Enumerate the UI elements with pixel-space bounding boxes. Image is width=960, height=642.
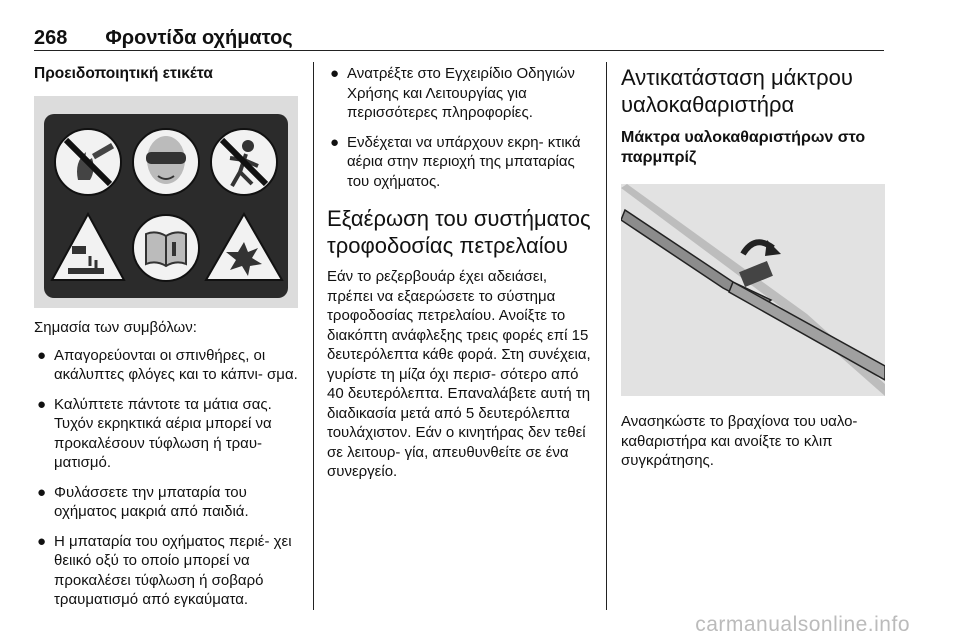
keep-children-away-icon: [211, 129, 277, 195]
column-middle: [327, 64, 595, 482]
list-item: ● Απαγορεύονται οι σπινθήρες, οι ακάλυπτες φλόγες και το κάπνι- σμα.: [37, 346, 298, 383]
column-right: [621, 64, 887, 471]
eye-protection-icon: [133, 129, 199, 195]
column-divider-1: [313, 62, 314, 610]
fuel-bleeding-paragraph: Εάν το ρεζερβουάρ έχει αδειάσει, πρέπει να εξαερώσετε το σύστημα τροφοδοσίας πετρελαίου. Ανοίξτε το διακόπτη ανάφλεξης τρεις φορές επί 15 δευτερόλεπτα κάθε φορά. Στη συνέχεια, γυρίστε τη μίζα όχι περισ- σότερο από 40 δευτερόλεπτα. Επαναλάβετε αυτή τη διαδικασία μετά από 5 δευτερόλεπτα τουλάχιστον. Εάν ο κινητήρας δεν τεθεί σε λειτουρ- γία, απευθυνθείτε σε ένα συνεργείο.: [327, 268, 591, 480]
watermark: carmanualsonline.info: [695, 613, 910, 636]
page-number: 268: [34, 27, 68, 49]
wiper-arm: [729, 282, 885, 380]
symbol-meanings-list: [34, 346, 300, 610]
windscreen-edge: [621, 184, 885, 396]
list-item: ● Καλύπτετε πάντοτε τα μάτια σας. Τυχόν εκρηκτικά αέρια μπορεί να προκαλέσουν τύφλωση ή τραυ- ματισμό.: [37, 395, 272, 471]
windscreen-wiper-subtitle: Μάκτρα υαλοκαθαριστήρων στο παρμπρίζ: [621, 129, 866, 166]
wiper-illustration: [621, 184, 885, 396]
chapter-title: Φροντίδα οχήματος: [105, 27, 293, 49]
header-rule: [34, 50, 884, 51]
arrow-head-icon: [765, 240, 781, 256]
list-item: ● Φυλάσσετε την μπαταρία του οχήματος μακριά από παιδιά.: [37, 483, 249, 520]
wiper-instruction: Ανασηκώστε το βραχίονα του υαλο- καθαριστήρα και ανοίξτε το κλιπ συγκράτησης.: [621, 413, 858, 469]
column-divider-2: [606, 62, 607, 610]
running-header: [34, 27, 293, 50]
list-item: ● Ενδέχεται να υπάρχουν εκρη- κτικά αέρια στην περιοχή της μπαταρίας του οχήματος.: [330, 133, 581, 190]
fuel-bleeding-title: Εξαέρωση του συστήματος τροφοδοσίας πετρελαίου: [327, 206, 591, 258]
warning-label-figure: [34, 96, 298, 308]
read-manual-icon: [133, 215, 199, 281]
warning-label-heading: Προειδοποιητική ετικέτα: [34, 65, 213, 82]
wiper-figure: [621, 184, 885, 396]
no-flame-icon: [55, 129, 121, 195]
wiper-replacement-title: Αντικατάσταση μάκτρου υαλοκαθαριστήρα: [621, 65, 853, 117]
list-item: ● Η μπαταρία του οχήματος περιέ- χει θειικό οξύ το οποίο μπορεί να προκαλέσει τύφλωση ή σοβαρό τραυματισμό από εγκαύματα.: [37, 532, 292, 608]
list-item: ● Ανατρέξτε στο Εγχειρίδιο Οδηγιών Χρήσης και Λειτουργίας για περισσότερες πληροφορίες.: [330, 65, 575, 121]
symbol-meanings-list-continued: [327, 64, 595, 191]
warning-label-illustration: [34, 96, 298, 308]
symbols-caption: Σημασία των συμβόλων:: [34, 319, 197, 336]
column-left: [34, 64, 300, 620]
